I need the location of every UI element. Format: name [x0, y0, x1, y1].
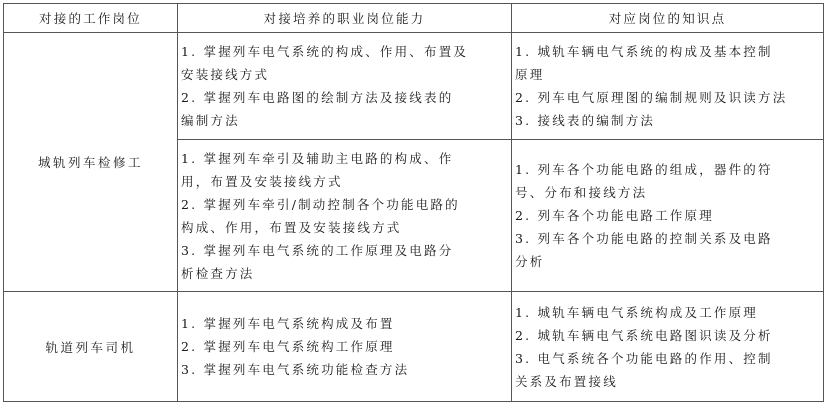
- ability-line: 用，布置及安装接线方式: [181, 173, 343, 189]
- ability-line: 1. 掌握列车牵引及辅助主电路的构成、作: [181, 150, 454, 166]
- knowledge-line: 1. 列车各个功能电路的组成，器件的符: [515, 162, 773, 177]
- knowledge-cell: [512, 140, 824, 292]
- ability-line: 构成、作用，布置及安装接线方式: [181, 219, 402, 235]
- post-cell: 轨道列车司机: [4, 292, 178, 402]
- ability-line: 1. 掌握列车电气系统的构成、作用、布置及: [181, 44, 469, 59]
- knowledge-cell: [512, 33, 824, 140]
- table-row: [4, 33, 824, 140]
- ability-line: 编制方法: [181, 113, 240, 128]
- ability-line: 析检查方法: [181, 265, 255, 281]
- knowledge-line: 2. 城轨车辆电气系统电路图识读及分析: [515, 327, 773, 343]
- knowledge-line: 原理: [515, 67, 545, 82]
- knowledge-line: 2. 列车各个功能电路工作原理: [515, 208, 714, 223]
- ability-cell: [178, 140, 512, 292]
- ability-cell: [178, 292, 512, 402]
- curriculum-table: [3, 3, 824, 402]
- knowledge-line: 1. 城轨车辆电气系统的构成及基本控制: [515, 44, 773, 59]
- knowledge-line: 号、分布和接线方法: [515, 185, 648, 200]
- ability-line: 3. 掌握列车电气系统的工作原理及电路分: [181, 242, 454, 258]
- header-row: [4, 4, 824, 33]
- ability-line: 2. 掌握列车电气系统构工作原理: [181, 339, 395, 354]
- header-knowledge: 对应岗位的知识点: [512, 4, 824, 33]
- knowledge-cell: [512, 292, 824, 402]
- knowledge-line: 3. 电气系统各个功能电路的作用、控制: [515, 350, 773, 366]
- ability-line: 1. 掌握列车电气系统构成及布置: [181, 316, 395, 331]
- knowledge-line: 3. 列车各个功能电路的控制关系及电路: [515, 231, 773, 246]
- ability-cell: [178, 33, 512, 140]
- ability-line: 2. 掌握列车牵引/制动控制各个功能电路的: [181, 196, 460, 212]
- header-post: 对接的工作岗位: [4, 4, 178, 33]
- knowledge-line: 2. 列车电气原理图的编制规则及识读方法: [515, 90, 788, 105]
- header-ability: 对接培养的职业岗位能力: [178, 4, 512, 33]
- knowledge-line: 分析: [515, 254, 545, 269]
- ability-line: 安装接线方式: [181, 67, 270, 82]
- knowledge-line: 关系及布置接线: [515, 373, 618, 389]
- knowledge-line: 1. 城轨车辆电气系统构成及工作原理: [515, 304, 759, 320]
- knowledge-line: 3. 接线表的编制方法: [515, 113, 656, 128]
- post-cell: 城轨列车检修工: [4, 33, 178, 292]
- ability-line: 3. 掌握列车电气系统功能检查方法: [181, 362, 410, 377]
- ability-line: 2. 掌握列车电路图的绘制方法及接线表的: [181, 90, 454, 105]
- table-row: [4, 292, 824, 402]
